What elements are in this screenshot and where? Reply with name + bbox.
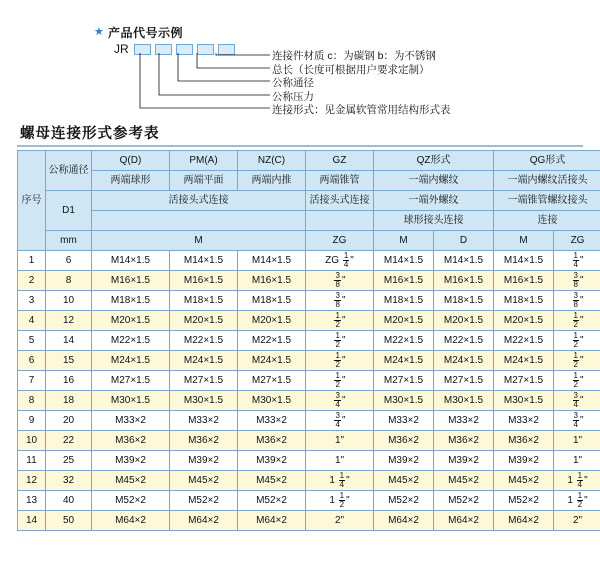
cell-pma-m: M27×1.5 [170, 371, 238, 391]
cell-qz-d: M22×1.5 [434, 331, 494, 351]
cell-pma-m: M52×2 [170, 491, 238, 511]
cell-seq: 8 [18, 391, 46, 411]
cell-qg-m: M36×2 [494, 431, 554, 451]
cell-nzc-m: M14×1.5 [238, 251, 306, 271]
cell-qz-m: M22×1.5 [374, 331, 434, 351]
cell-dn: 50 [46, 511, 92, 531]
cell-nzc-m: M20×1.5 [238, 311, 306, 331]
header-blank-left [92, 211, 306, 231]
cell-dn: 18 [46, 391, 92, 411]
cell-nzc-m: M27×1.5 [238, 371, 306, 391]
cell-seq: 4 [18, 311, 46, 331]
cell-qg-m: M39×2 [494, 451, 554, 471]
cell-seq: 5 [18, 331, 46, 351]
cell-qz-m: M64×2 [374, 511, 434, 531]
cell-seq: 11 [18, 451, 46, 471]
cell-qd-m: M64×2 [92, 511, 170, 531]
cell-pma-m: M16×1.5 [170, 271, 238, 291]
cell-qz-d: M39×2 [434, 451, 494, 471]
cell-seq: 12 [18, 471, 46, 491]
header-mm: mm [46, 231, 92, 251]
cell-nzc-m: M18×1.5 [238, 291, 306, 311]
cell-pma-m: M14×1.5 [170, 251, 238, 271]
cell-dn: 12 [46, 311, 92, 331]
product-code-legend [0, 0, 600, 118]
legend-title: 产品代号示例 [108, 26, 184, 40]
callout-length: 总长（长度可根据用户要求定制） [272, 63, 430, 76]
callout-nominal-diameter: 公称通径 [272, 77, 314, 90]
cell-qg-zg: $\frac{3}{8}$ " [554, 271, 600, 291]
cell-qz-m: M16×1.5 [374, 271, 434, 291]
header-sub-qg: 一端内螺纹活接头 [494, 171, 600, 191]
table-header-row-5 [18, 231, 600, 251]
header-unit-qz-d: D [434, 231, 494, 251]
cell-qg-zg: 1" [554, 431, 600, 451]
cell-qz-m: M14×1.5 [374, 251, 434, 271]
table-header-row-1 [18, 151, 600, 171]
cell-qz-d: M14×1.5 [434, 251, 494, 271]
cell-qg-zg: $\frac{3}{4}$ " [554, 391, 600, 411]
header-d1: D1 [46, 191, 92, 231]
cell-gz-zg: $\frac{3}{8}$ " [306, 271, 374, 291]
cell-pma-m: M64×2 [170, 511, 238, 531]
header-unit-qz-m: M [374, 231, 434, 251]
header-qz-external-thread: 一端外螺纹 [374, 191, 494, 211]
header-gz-connection: 活接头式连接 [306, 191, 374, 211]
header-unit-qg-zg: ZG [554, 231, 600, 251]
header-sub-pma: 两端平面 [170, 171, 238, 191]
cell-dn: 32 [46, 471, 92, 491]
cell-dn: 10 [46, 291, 92, 311]
cell-qd-m: M39×2 [92, 451, 170, 471]
cell-qz-m: M18×1.5 [374, 291, 434, 311]
header-seq-label: 序号 [21, 194, 42, 206]
cell-qd-m: M52×2 [92, 491, 170, 511]
header-unit-zg: ZG [306, 231, 374, 251]
header-sub-gz: 两端锥管 [306, 171, 374, 191]
header-sub-nzc: 两端内推 [238, 171, 306, 191]
cell-pma-m: M24×1.5 [170, 351, 238, 371]
cell-qz-d: M24×1.5 [434, 351, 494, 371]
nut-connection-table [17, 150, 600, 531]
header-blank-gz [306, 211, 374, 231]
table-header-row-3 [18, 191, 600, 211]
cell-qg-m: M45×2 [494, 471, 554, 491]
header-group-qg: QG形式 [494, 151, 600, 171]
cell-pma-m: M20×1.5 [170, 311, 238, 331]
cell-qg-zg: $\frac{1}{2}$ " [554, 371, 600, 391]
cell-pma-m: M18×1.5 [170, 291, 238, 311]
cell-qg-zg: $\frac{1}{2}$ " [554, 331, 600, 351]
cell-qz-m: M30×1.5 [374, 391, 434, 411]
cell-qg-m: M27×1.5 [494, 371, 554, 391]
cell-qd-m: M27×1.5 [92, 371, 170, 391]
cell-qg-m: M18×1.5 [494, 291, 554, 311]
cell-dn: 14 [46, 331, 92, 351]
cell-seq: 14 [18, 511, 46, 531]
cell-qg-m: M64×2 [494, 511, 554, 531]
cell-gz-zg: 2" [306, 511, 374, 531]
table-row [18, 411, 600, 431]
star-icon: ★ [94, 26, 104, 38]
table-row [18, 351, 600, 371]
header-unit-qg-m: M [494, 231, 554, 251]
cell-nzc-m: M22×1.5 [238, 331, 306, 351]
cell-pma-m: M39×2 [170, 451, 238, 471]
cell-nzc-m: M39×2 [238, 451, 306, 471]
cell-seq: 7 [18, 371, 46, 391]
cell-seq: 10 [18, 431, 46, 451]
cell-dn: 20 [46, 411, 92, 431]
cell-qg-m: M20×1.5 [494, 311, 554, 331]
cell-pma-m: M36×2 [170, 431, 238, 451]
cell-gz-zg: $\frac{1}{2}$ " [306, 331, 374, 351]
cell-qd-m: M24×1.5 [92, 351, 170, 371]
cell-nzc-m: M36×2 [238, 431, 306, 451]
cell-qz-m: M36×2 [374, 431, 434, 451]
table-row [18, 471, 600, 491]
cell-gz-zg: ZG $\frac{1}{4}$ " [306, 251, 374, 271]
header-sub-qd: 两端球形 [92, 171, 170, 191]
table-row [18, 511, 600, 531]
cell-qg-zg: $\frac{3}{8}$ " [554, 291, 600, 311]
cell-nzc-m: M64×2 [238, 511, 306, 531]
header-group-qz: QZ形式 [374, 151, 494, 171]
table-header-row-4 [18, 211, 600, 231]
cell-qg-zg: 2" [554, 511, 600, 531]
callout-material: 连接件材质 c：为碳钢 b：为不锈钢 [272, 50, 436, 62]
cell-qz-m: M39×2 [374, 451, 434, 471]
header-group-gz: GZ [306, 151, 374, 171]
cell-qg-m: M33×2 [494, 411, 554, 431]
cell-seq: 2 [18, 271, 46, 291]
table-row [18, 331, 600, 351]
table-body [18, 251, 600, 531]
cell-gz-zg: $\frac{3}{4}$ " [306, 391, 374, 411]
cell-seq: 6 [18, 351, 46, 371]
table-row [18, 491, 600, 511]
cell-qg-zg: $\frac{1}{2}$ " [554, 311, 600, 331]
header-qg-taper-thread: 一端锥管螺纹接头 [494, 191, 600, 211]
callout-nominal-pressure: 公称压力 [272, 90, 314, 103]
header-qg-connection: 连接 [494, 211, 600, 231]
cell-gz-zg: $\frac{1}{2}$ " [306, 371, 374, 391]
cell-dn: 8 [46, 271, 92, 291]
cell-dn: 22 [46, 431, 92, 451]
cell-seq: 3 [18, 291, 46, 311]
cell-qz-d: M52×2 [434, 491, 494, 511]
header-seq [18, 151, 46, 251]
cell-qd-m: M36×2 [92, 431, 170, 451]
header-qz-ball-joint: 球形接头连接 [374, 211, 494, 231]
section-title: 螺母连接形式参考表 [20, 126, 160, 142]
cell-dn: 6 [46, 251, 92, 271]
table-row [18, 431, 600, 451]
cell-qz-d: M27×1.5 [434, 371, 494, 391]
cell-seq: 9 [18, 411, 46, 431]
cell-qz-m: M33×2 [374, 411, 434, 431]
header-group-nzc: NZ(C) [238, 151, 306, 171]
legend-prefix: JR [114, 42, 129, 56]
header-unit-m: M [92, 231, 306, 251]
table-row [18, 251, 600, 271]
cell-qg-zg: $\frac{1}{2}$ " [554, 351, 600, 371]
cell-qz-d: M30×1.5 [434, 391, 494, 411]
cell-nzc-m: M16×1.5 [238, 271, 306, 291]
cell-qg-m: M30×1.5 [494, 391, 554, 411]
cell-gz-zg: 1 $\frac{1}{2}$ " [306, 491, 374, 511]
cell-qz-m: M52×2 [374, 491, 434, 511]
cell-gz-zg: 1" [306, 431, 374, 451]
cell-qg-zg: $\frac{1}{4}$ " [554, 251, 600, 271]
legend-callouts [272, 50, 451, 118]
table-row [18, 291, 600, 311]
cell-pma-m: M30×1.5 [170, 391, 238, 411]
cell-qz-m: M45×2 [374, 471, 434, 491]
cell-qd-m: M22×1.5 [92, 331, 170, 351]
cell-pma-m: M45×2 [170, 471, 238, 491]
cell-nzc-m: M45×2 [238, 471, 306, 491]
cell-qz-d: M20×1.5 [434, 311, 494, 331]
cell-gz-zg: $\frac{1}{2}$ " [306, 311, 374, 331]
cell-qz-d: M33×2 [434, 411, 494, 431]
cell-qg-zg: 1 $\frac{1}{4}$ " [554, 471, 600, 491]
cell-qg-zg: 1" [554, 451, 600, 471]
cell-dn: 16 [46, 371, 92, 391]
cell-qg-m: M52×2 [494, 491, 554, 511]
cell-gz-zg: $\frac{3}{4}$ " [306, 411, 374, 431]
table-row [18, 271, 600, 291]
cell-dn: 40 [46, 491, 92, 511]
table-row [18, 391, 600, 411]
cell-seq: 13 [18, 491, 46, 511]
cell-gz-zg: $\frac{3}{8}$ " [306, 291, 374, 311]
header-dn: 公称通径 [46, 151, 92, 191]
header-union-connection: 活接头式连接 [92, 191, 306, 211]
cell-qg-m: M24×1.5 [494, 351, 554, 371]
cell-qg-m: M22×1.5 [494, 331, 554, 351]
cell-qd-m: M20×1.5 [92, 311, 170, 331]
cell-dn: 15 [46, 351, 92, 371]
cell-qd-m: M30×1.5 [92, 391, 170, 411]
cell-gz-zg: $\frac{1}{2}$ " [306, 351, 374, 371]
cell-qd-m: M33×2 [92, 411, 170, 431]
cell-qz-d: M36×2 [434, 431, 494, 451]
table-row [18, 451, 600, 471]
cell-qd-m: M45×2 [92, 471, 170, 491]
cell-qz-d: M64×2 [434, 511, 494, 531]
cell-pma-m: M22×1.5 [170, 331, 238, 351]
cell-qg-zg: 1 $\frac{1}{2}$ " [554, 491, 600, 511]
cell-nzc-m: M33×2 [238, 411, 306, 431]
header-sub-qz: 一端内螺纹 [374, 171, 494, 191]
cell-nzc-m: M52×2 [238, 491, 306, 511]
cell-gz-zg: 1 $\frac{1}{4}$ " [306, 471, 374, 491]
cell-qd-m: M14×1.5 [92, 251, 170, 271]
cell-qg-m: M16×1.5 [494, 271, 554, 291]
section-divider [17, 145, 583, 147]
cell-qz-d: M16×1.5 [434, 271, 494, 291]
cell-nzc-m: M30×1.5 [238, 391, 306, 411]
callout-connection-type: 连接形式：见金属软管常用结构形式表 [272, 104, 451, 117]
header-group-qd: Q(D) [92, 151, 170, 171]
table-row [18, 371, 600, 391]
cell-gz-zg: 1" [306, 451, 374, 471]
cell-qd-m: M16×1.5 [92, 271, 170, 291]
cell-nzc-m: M24×1.5 [238, 351, 306, 371]
header-group-pma: PM(A) [170, 151, 238, 171]
cell-qd-m: M18×1.5 [92, 291, 170, 311]
cell-qz-m: M27×1.5 [374, 371, 434, 391]
cell-qz-d: M18×1.5 [434, 291, 494, 311]
cell-pma-m: M33×2 [170, 411, 238, 431]
cell-seq: 1 [18, 251, 46, 271]
cell-dn: 25 [46, 451, 92, 471]
cell-qz-m: M24×1.5 [374, 351, 434, 371]
cell-qg-zg: $\frac{3}{4}$ " [554, 411, 600, 431]
cell-qz-m: M20×1.5 [374, 311, 434, 331]
cell-qg-m: M14×1.5 [494, 251, 554, 271]
cell-qz-d: M45×2 [434, 471, 494, 491]
table-header-row-2 [18, 171, 600, 191]
table-row [18, 311, 600, 331]
